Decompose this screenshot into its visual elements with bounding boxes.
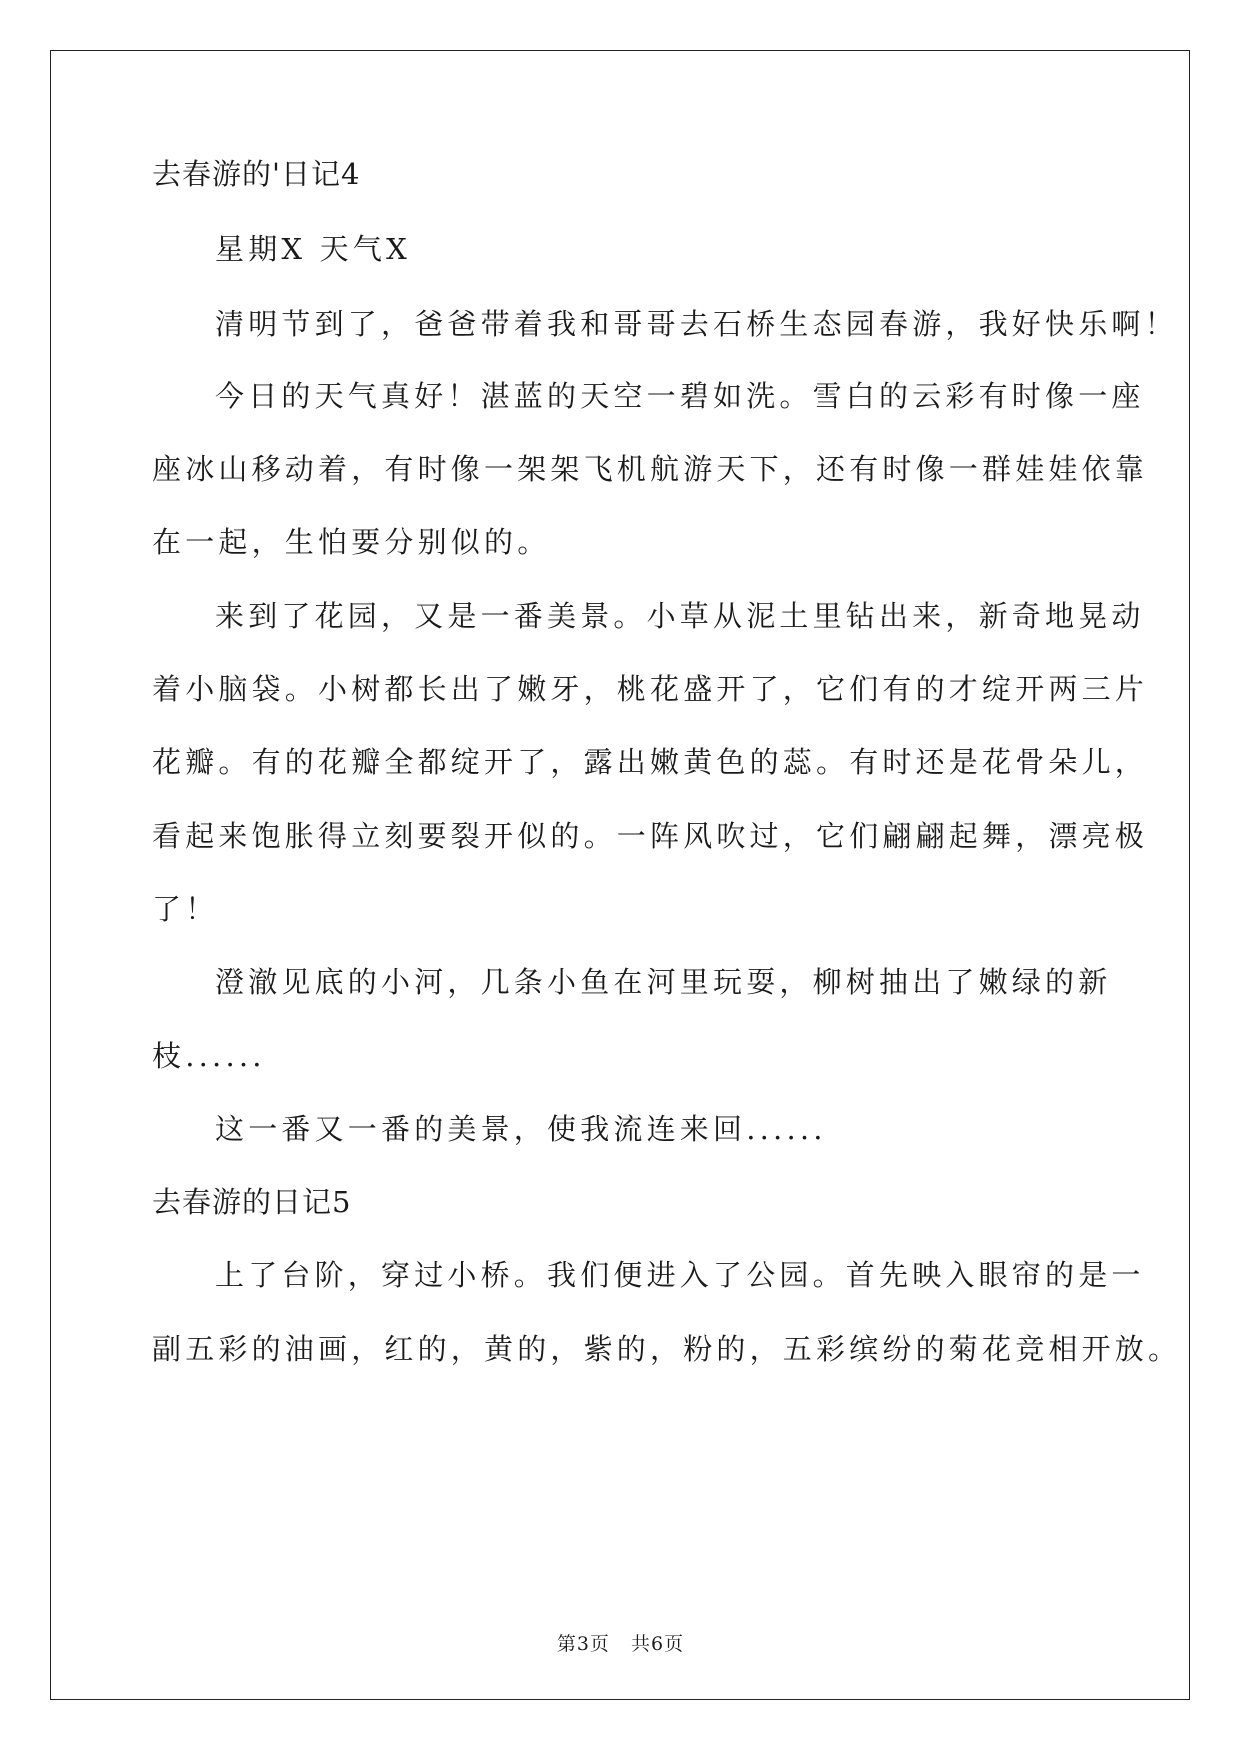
date-weather-line: 星期X 天气X (215, 232, 411, 266)
paragraph-line: 清明节到了，爸爸带着我和哥哥去石桥生态园春游，我好快乐啊！ (215, 307, 1178, 341)
paragraph-line: 着小脑袋。小树都长出了嫩牙，桃花盛开了，它们有的才绽开两三片 (152, 672, 1149, 706)
paragraph-line: 花瓣。有的花瓣全都绽开了，露出嫩黄色的蕊。有时还是花骨朵儿， (152, 745, 1149, 779)
paragraph-line: 副五彩的油画，红的，黄的，紫的，粉的，五彩缤纷的菊花竞相开放。 (152, 1332, 1182, 1366)
paragraph-line: 来到了花园，又是一番美景。小草从泥土里钻出来，新奇地晃动 (215, 599, 1145, 633)
paragraph-line: 在一起，生怕要分别似的。 (152, 525, 551, 559)
paragraph-line: 座冰山移动着，有时像一架架飞机航游天下，还有时像一群娃娃依靠 (152, 452, 1149, 486)
diary-title-5: 去春游的日记5 (152, 1185, 352, 1219)
diary-title-4: 去春游的'日记4 (152, 157, 361, 191)
page-footer (0, 1629, 1241, 1656)
paragraph-line: 澄澈见底的小河，几条小鱼在河里玩耍，柳树抽出了嫩绿的新 (215, 965, 1112, 999)
paragraph-line: 枝...... (152, 1039, 266, 1073)
paragraph-line: 上了台阶，穿过小桥。我们便进入了公园。首先映入眼帘的是一 (215, 1258, 1145, 1292)
page-border (50, 50, 1190, 1700)
paragraph-line: 看起来饱胀得立刻要裂开似的。一阵风吹过，它们翩翩起舞，漂亮极 (152, 819, 1149, 853)
paragraph-line: 了！ (152, 892, 219, 926)
page-number: 第3页 共6页 (556, 1633, 685, 1655)
paragraph-line: 这一番又一番的美景，使我流连来回...... (215, 1112, 827, 1146)
paragraph-line: 今日的天气真好！湛蓝的天空一碧如洗。雪白的云彩有时像一座 (215, 379, 1145, 413)
